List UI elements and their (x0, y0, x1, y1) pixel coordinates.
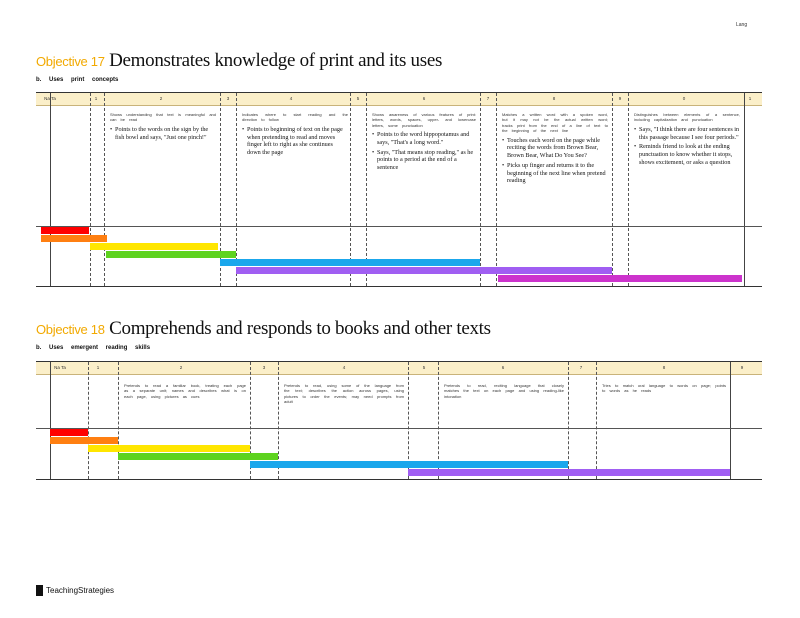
color-band-blue (220, 259, 480, 266)
color-band-red (41, 227, 89, 234)
objective-17-panel (36, 92, 762, 287)
level-description: Shows awareness of various features of print: letters, words, spaces, upper- and lowercase letters, some punctuation (372, 112, 476, 128)
logo-icon (36, 585, 43, 596)
level-description: Matches a written word with a spoken word, but it may not be the actual written word; tracks print from the end of a line of text to the beginning of the next line (502, 112, 608, 134)
objective-18-level-6-cell (444, 383, 564, 399)
objective-18-col-label: 8 (662, 365, 666, 370)
objective-17-col-label: 5 (356, 96, 360, 101)
objective-17-level-8-cell (502, 112, 608, 187)
example-item: • Points to the words on the sign by the fish bowl and says, "Just one pinch!" (115, 126, 216, 142)
example-item: • Says, "I think there are four sentences in this passage because I see four periods." (639, 126, 740, 142)
color-band-purple (236, 267, 612, 274)
objective-18-col-label: 5 (422, 365, 426, 370)
example-item: • Touches each word on the page while reciting the words from Brown Bear, Brown Bear, What Do You See? (507, 137, 608, 160)
objective-17-title: Demonstrates knowledge of print and its uses (109, 50, 443, 71)
objective-17-col-label: 3 (226, 96, 230, 101)
objective-18-level-8-cell (602, 383, 726, 394)
color-band-green (118, 453, 278, 460)
objective-18-subtitle: b. Uses emergent reading skills (36, 345, 151, 351)
objective-18-col-label: 4 (342, 365, 346, 370)
color-band-yellow (88, 445, 250, 452)
level-description: Pretends to read a familiar book, treating each page as a separate unit; names and describes what is on each page, using pictures as cues (124, 383, 246, 399)
example-item: • Picks up finger and returns it to the beginning of the next line when pretend reading (507, 162, 608, 185)
objective-17-col-label: 9 (618, 96, 622, 101)
logo-text: TeachingStrategies (46, 586, 115, 595)
objective-17-heading (36, 50, 442, 72)
color-band-green (106, 251, 236, 258)
objective-17-subtitle: b. Uses print concepts (36, 77, 119, 83)
objective-18-col-label: 6 (501, 365, 505, 370)
objective-18-title: Comprehends and responds to books and other texts (109, 318, 491, 339)
objective-18-col-label: 1 (96, 365, 100, 370)
level-description: Distinguishes between elements of a sentence, including capitalization and punctuation (634, 112, 740, 123)
objective-17-number: Objective 17 (36, 54, 105, 69)
objective-18-col-label: 2 (179, 365, 183, 370)
color-band-blue (250, 461, 568, 468)
example-item: • Points to beginning of text on the page when pretending to read and moves finger left to right as she continues down the page (247, 126, 348, 157)
example-item: • Points to the word hippopotamus and says, "That's a long word." (377, 131, 476, 147)
page-corner-label: Lang (736, 22, 748, 28)
objective-17-col-label: 2 (159, 96, 163, 101)
color-band-orange (50, 437, 118, 444)
objective-18-col-label: 7 (579, 365, 583, 370)
objective-17-level-10-cell (634, 112, 740, 169)
level-description: Pretends to read, using some of the language from the text; describes the action across pages, using pictures to order the events; may need prompts from adult (284, 383, 404, 405)
objective-17-level-6-cell (372, 112, 476, 174)
level-description: Tries to match oral language to words on page; points to words as he reads (602, 383, 726, 394)
objective-18-header-first: Na Ta (54, 365, 66, 370)
teaching-strategies-logo (36, 585, 114, 596)
objective-18-level-4-cell (284, 383, 404, 405)
objective-18-col-label: 3 (262, 365, 266, 370)
level-description: Indicates where to start reading and the direction to follow (242, 112, 348, 123)
objective-17-level-4-cell (242, 112, 348, 159)
objective-17-col-label: 6 (422, 96, 426, 101)
objective-18-heading (36, 318, 491, 340)
objective-17-col-label: 1 (94, 96, 98, 101)
objective-18-level-2-cell (124, 383, 246, 399)
color-band-red (50, 429, 88, 436)
color-band-yellow (90, 243, 218, 250)
color-band-orange (41, 235, 107, 242)
objective-18-header-row (36, 362, 762, 375)
color-band-magenta (498, 275, 742, 282)
color-band-purple (408, 469, 730, 476)
objective-18-col-label: 9 (740, 365, 744, 370)
level-description: Pretends to read, reciting language that closely matches the text on each page and using reading-like intonation (444, 383, 564, 399)
level-description: Shows understanding that text is meaningful and can be read (110, 112, 216, 123)
example-item: • Says, "That means stop reading," as he points to a period at the end of a sentence (377, 149, 476, 172)
objective-17-col-label: 8 (552, 96, 556, 101)
objective-17-col-label: 4 (289, 96, 293, 101)
objective-17-col-label: 1 (748, 96, 752, 101)
objective-17-col-label: 0 (682, 96, 686, 101)
objective-17-header-first: Na Ta (44, 96, 56, 101)
example-item: • Reminds friend to look at the ending punctuation to know whether it stops, shows excitement, or asks a question (639, 143, 740, 166)
objective-17-header-row (36, 93, 762, 106)
objective-17-col-label: 7 (486, 96, 490, 101)
objective-18-number: Objective 18 (36, 322, 105, 337)
objective-17-level-2-cell (110, 112, 216, 143)
objective-18-panel (36, 361, 762, 480)
